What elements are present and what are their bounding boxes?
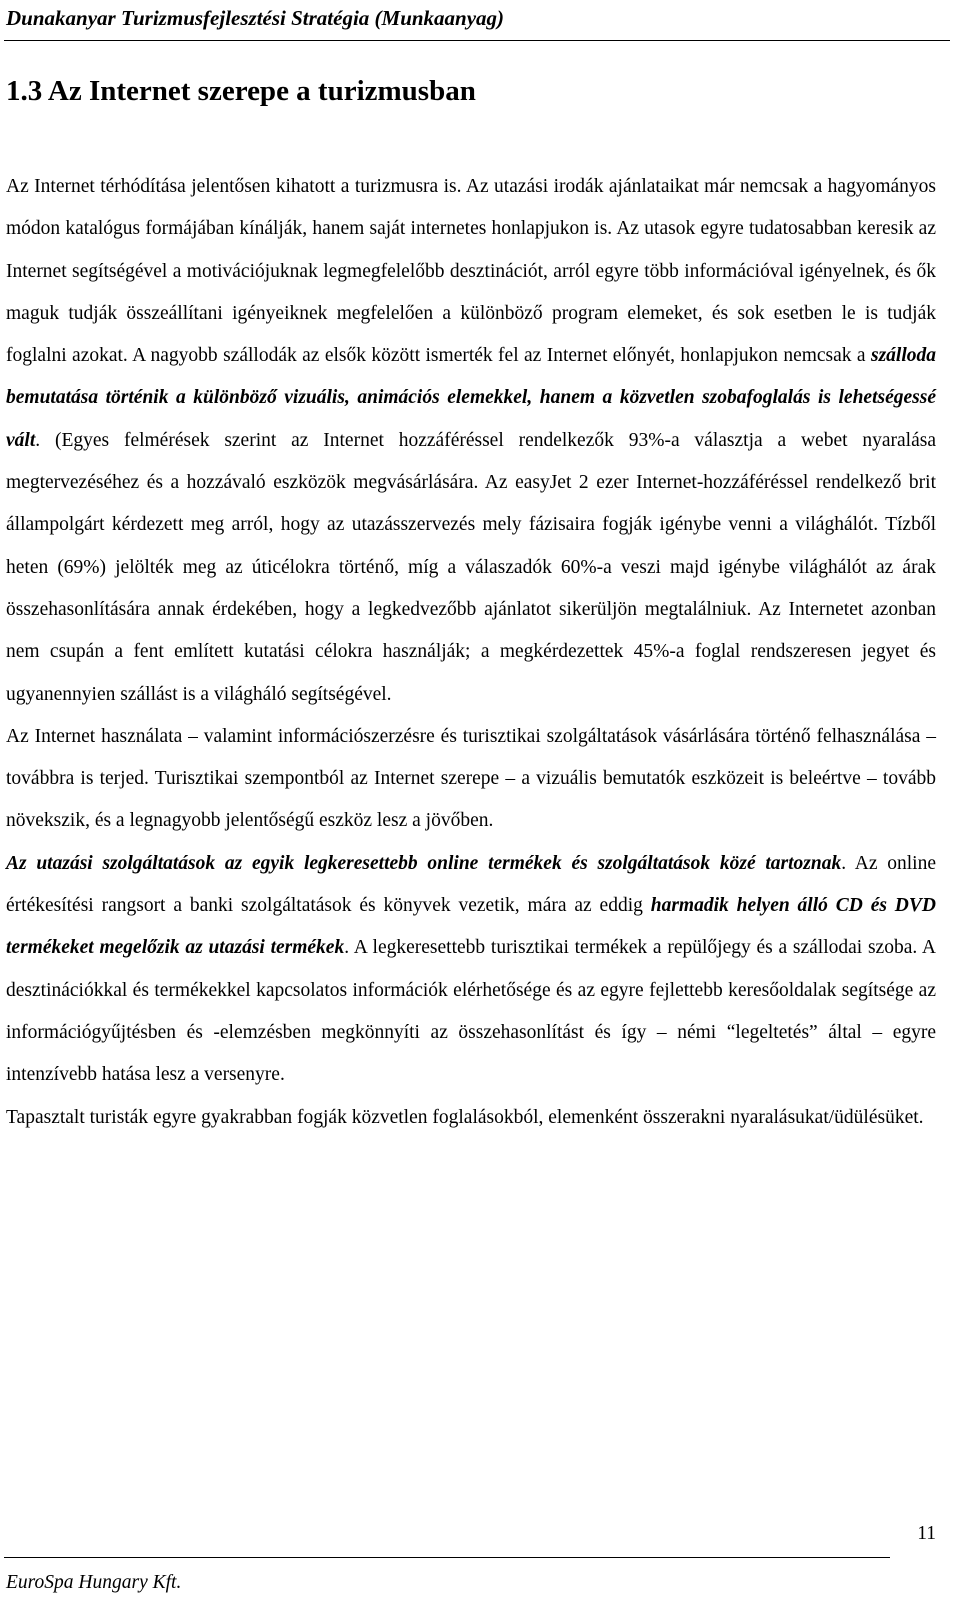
paragraph-1-text-b: . (Egyes felmérések szerint az Internet hozzáféréssel rendelkezők 93%-a választja a webet nyaralása megtervezéséhez és a hozzávaló eszközök megvásárlására. Az easyJet 2 ezer Internet-hozzáféréssel rendelkező brit állampolgárt kérdezett meg arról, hogy az utazásszervezés mely fázisaira fogják igénybe venni a világhálót. Tízből heten (69%) jelölték meg az úticélokra történő, míg a válaszadók 60%-a veszi majd igénybe világhálót az árak összehasonlítására annak érdekében, hogy a legkedvezőbb ajánlatot sikerüljön megtalálniuk. Az Internetet azonban nem csupán a fent említett kutatási célokra használják; a megkérdezettek 45%-a foglal rendszeresen jegyet és ugyanennyien szállást is a világháló segítségével.: [6, 429, 936, 705]
header-divider: [4, 40, 950, 41]
body-text: [6, 166, 936, 1139]
section-heading: 1.3 Az Internet szerepe a turizmusban: [6, 75, 476, 107]
footer-divider: [4, 1557, 890, 1558]
footer-company-name: EuroSpa Hungary Kft.: [6, 1572, 182, 1593]
paragraph-1-text-a: Az Internet térhódítása jelentősen kihatott a turizmusra is. Az utazási irodák ajánlataikat már nemcsak a hagyományos módon katalógus formájában kínálják, hanem saját internetes honlapjukon is. Az utasok egyre tudatosabban keresik az Internet segítségével a motivációjuknak legmegfelelőbb desztinációt, arról egyre több információval igényelnek, és ők maguk tudják összeállítani igényeiknek megfelelően a különböző program elemeket, és sok esetben le is tudják foglalni azokat. A nagyobb szállodák az elsők között ismerték fel az Internet előnyét, honlapjukon nemcsak a: [6, 176, 936, 367]
paragraph-3-text-a: . Az online értékesítési rangsort a banki szolgáltatások és könyvek vezetik, mára az eddig: [6, 852, 937, 917]
running-header-title: Dunakanyar Turizmusfejlesztési Stratégia (Munkaanyag): [6, 6, 505, 30]
paragraph-2: Az Internet használata – valamint információszerzésre és turisztikai szolgáltatások vásárlására történő felhasználása – továbbra is terjed. Turisztikai szempontból az Internet szerepe – a vizuális bemutatók eszközeit is beleértve – tovább növekszik, és a legnagyobb jelentőségű eszköz lesz a jövőben.: [6, 725, 936, 832]
paragraph-1: [6, 166, 936, 716]
paragraph-1-emphasis: szálloda bemutatása történik a különböző vizuális, animációs elemekkel, hanem a közvetlen szobafoglalás is lehetségessé vált: [6, 345, 936, 451]
paragraph-4: Tapasztalt turisták egyre gyakrabban fogják közvetlen foglalásokból, elemenként összerakni nyaralásukat/üdülésüket.: [6, 1106, 924, 1128]
paragraph-3-emphasis-a: Az utazási szolgáltatások az egyik legkeresettebb online termékek és szolgáltatások közé tartoznak: [6, 852, 842, 874]
paragraph-3: [6, 843, 936, 1097]
page-number: 11: [917, 1523, 936, 1544]
paragraph-3-emphasis-b: harmadik helyen álló CD és DVD termékeket megelőzik az utazási termékek: [6, 895, 936, 959]
paragraph-3-text-b: . A legkeresettebb turisztikai termékek a repülőjegy és a szállodai szoba. A desztinációkkal és termékekkel kapcsolatos információk elérhetősége és az egyre fejlettebb keresőoldalak segítsége az információgyűjtésben és -elemzésben megkönnyíti az összehasonlítást és így – némi “legeltetés” által – egyre intenzívebb hatása lesz a versenyre.: [6, 937, 936, 1086]
